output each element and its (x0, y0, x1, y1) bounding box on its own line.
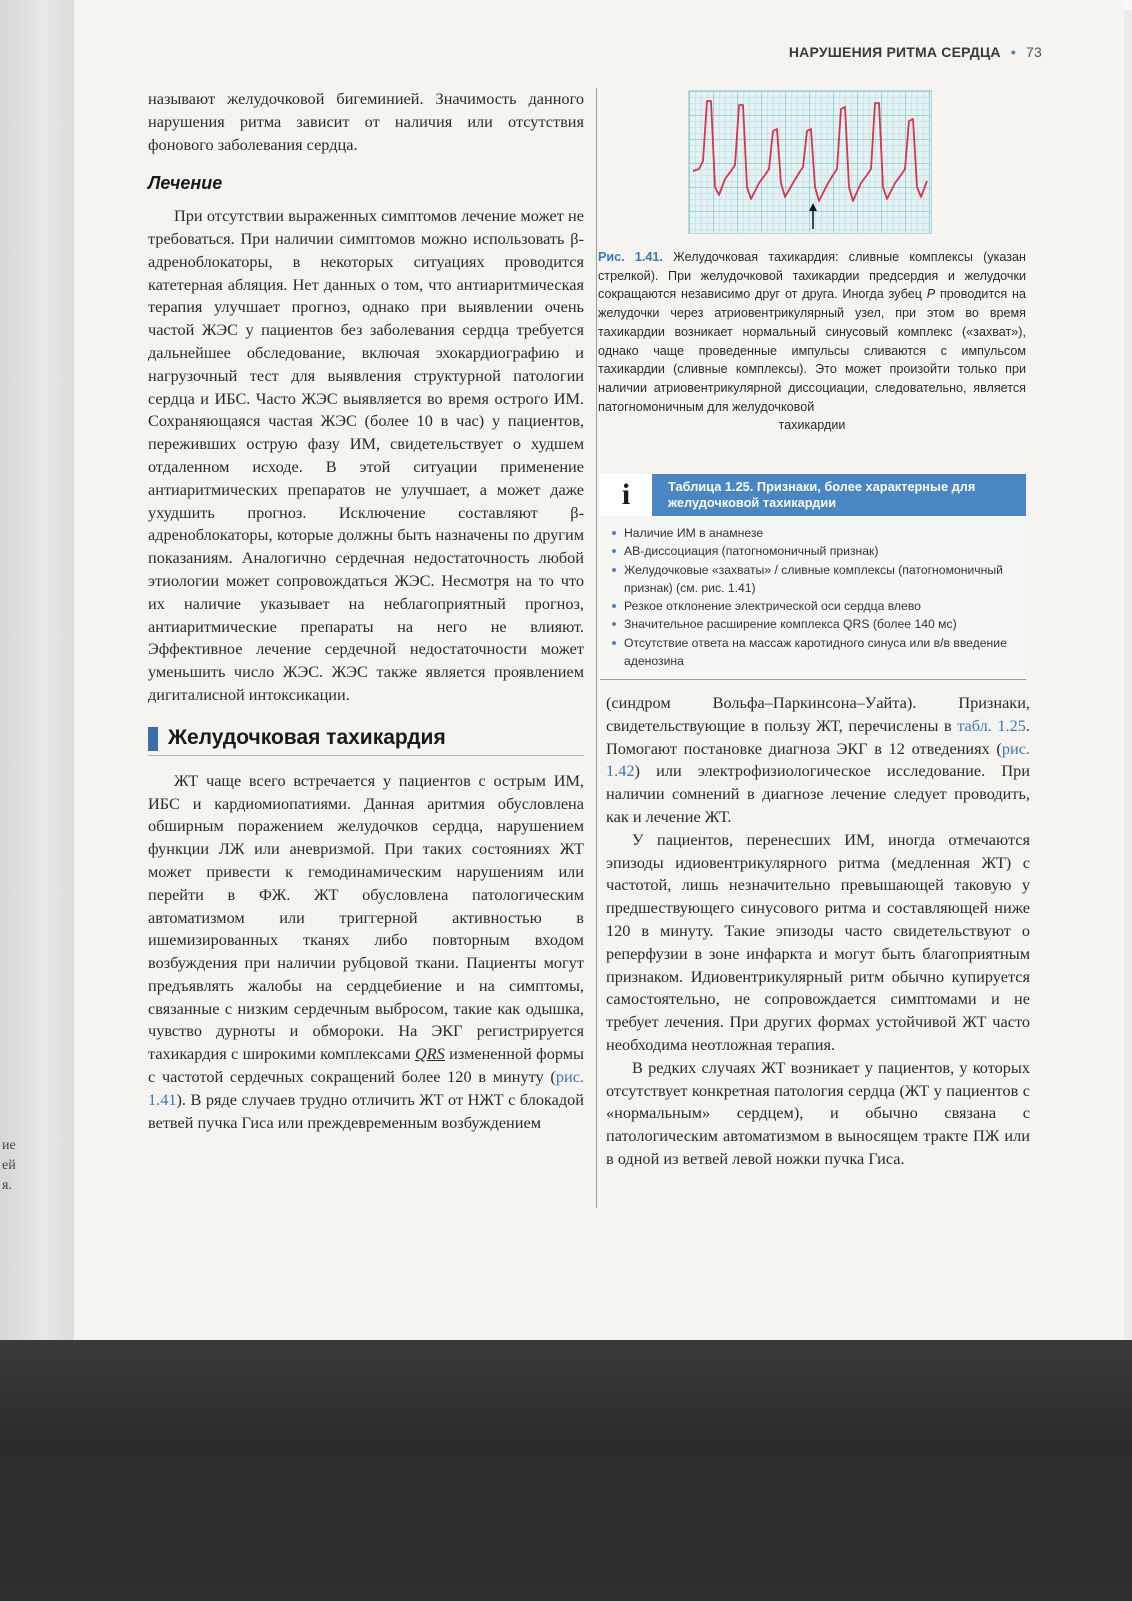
table-title: Таблица 1.25. Признаки, более характерные для желудочковой тахикардии (668, 479, 976, 510)
paragraph (606, 692, 1030, 829)
paragraph: В редких случаях ЖТ возникает у пациентов, у которых отсутствует конкретная патология сердца (ЖТ у пациентов с «нормальным» сердцем), и обычно связана с патологическим автоматизмом в выносящем тракте ПЖ или в одной из ветвей левой ножки пучка Гиса. (606, 1057, 1030, 1168)
running-head (789, 44, 1042, 60)
running-head-title: НАРУШЕНИЯ РИТМА СЕРДЦА (788, 44, 1001, 60)
info-icon: i (600, 474, 656, 516)
list-item: Наличие ИМ в анамнезе (610, 524, 1020, 542)
list-item: Резкое отклонение электрической оси сердца влево (610, 597, 1020, 615)
text-run: измененной формы с частотой сердечных сокращений более 120 в минуту ( (148, 1044, 584, 1087)
list-item: Отсутствие ответа на массаж каротидного синуса или в/в введение аденозина (610, 634, 1020, 671)
table-header (600, 474, 1026, 516)
column-divider (596, 88, 597, 1208)
qrs-term: QRS (414, 1044, 445, 1064)
figure-link[interactable]: рис. 1.42 (606, 738, 1030, 781)
caption-text: проводится на желудочки через атриовентрикулярный узел, при этом во время тахикардии возникает нормальный синусовый комплекс («захват»), однако чаще проведенные импульсы сливаются с импульсом тахикардии (сливные комплексы). Это может произойти только при наличии атриовентрикулярной диссоциации, следовательно, является патогномоничным для желудочковой (598, 287, 1026, 414)
ecg-figure (688, 90, 932, 234)
table-link[interactable]: табл. 1.25 (957, 715, 1026, 735)
text-run: (синдром Вольфа–Паркинсона–Уайта). Признаки, свидетельствующие в пользу ЖТ, перечислены в (606, 693, 1030, 735)
margin-fragment: ие (2, 1138, 16, 1153)
right-column (606, 692, 1030, 1171)
paragraph: называют желудочковой бигеминией. Значимость данного нарушения ритма зависит от наличия или отсутствия фонового заболевания сердца. (148, 89, 584, 154)
scanner-background (0, 1340, 1132, 1601)
left-column (148, 88, 584, 1134)
list-item: Желудочковые «захваты» / сливные комплексы (патогномоничный признак) (см. рис. 1.41) (610, 561, 1020, 598)
ecg-svg (689, 91, 931, 233)
ecg-trace (693, 101, 927, 201)
figure-link[interactable]: рис. 1.41 (148, 1067, 584, 1109)
caption-last-line: тахикардии (778, 418, 846, 433)
text-run: ). В ряде случаев трудно отличить ЖТ от НЖТ с блокадой ветвей пучка Гиса или преждевременным возбуждением (148, 1089, 584, 1132)
text-run: ) или электрофизиологическое исследование. При наличии сомнений в диагнозе лечение следует проводить, как и лечение ЖТ. (606, 761, 1030, 826)
section-marker (148, 727, 158, 751)
subheading-treatment: Лечение (148, 173, 223, 194)
paragraph: При отсутствии выраженных симптомов лечение может не требоваться. При наличии симптомов можно использовать β-адреноблокаторы, в некоторых ситуациях проводится катетерная абляция. Нет данных о том, что антиаритмическая терапия улучшает прогноз, однако при выявлении очень частой ЖЭС у пациентов без заболевания сердца требуется дальнейшее обследование, включая эхокардиографию и нагрузочный тест для выявления структурной патологии сердца и ИБС. Часто ЖЭС выявляется во время острого ИМ. Сохраняющаяся частая ЖЭС (более 10 в час) у пациентов, переживших острую фазу ИМ, свидетельствует о худшем отдаленном исходе. В этой ситуации применение антиаритмических препаратов не улучшает, а может даже ухудшить прогноз. Исключение составляют β-адреноблокаторы, которые должны быть назначены по другим показаниям. Аналогично сердечная недостаточность любой этиологии может сопровождаться ЖЭС. Несмотря на то что их наличие указывает на неблагоприятный прогноз, антиаритмические препараты на него не влияют. Эффективное лечение сердечной недостаточности может уменьшить число ЖЭС. ЖЭС также является проявлением дигиталисной интоксикации. (148, 206, 584, 704)
caption-p-wave: P (926, 287, 936, 302)
paragraph (148, 770, 584, 1135)
figure-caption (598, 248, 1026, 435)
info-table (600, 474, 1026, 680)
list-item: АВ-диссоциация (патогномоничный признак) (610, 542, 1020, 560)
running-head-separator: • (1010, 44, 1016, 60)
arrow-head (809, 203, 817, 211)
section-title: Желудочковая тахикардия (168, 726, 446, 750)
section-heading (148, 727, 584, 756)
table-rule (600, 679, 1026, 680)
text-run: ЖТ чаще всего встречается у пациентов с острым ИМ, ИБС и кардиомиопатиями. Данная аритмия обусловлена обширным поражением желудочков сердца, нарушением функции ЛЖ или аневризмой. При таких состояниях ЖТ может привести к гемодинамическим нарушениям или перейти в ФЖ. ЖТ обусловлена патологическим автоматизмом или триггерной активностью в ишемизированных тканях либо повторным входом возбуждения при наличии рубцовой ткани. Пациенты могут предъявлять жалобы на сердцебиение и на симптомы, связанные с низким сердечным выбросом, такие как одышка, чувство дурноты и обмороки. На ЭКГ регистрируется тахикардия с широкими комплексами (148, 770, 584, 1064)
margin-fragment: я. (2, 1178, 12, 1193)
figure-label: Рис. 1.41. (598, 250, 663, 264)
table-list (610, 524, 1020, 670)
list-item: Значительное расширение комплекса QRS (более 140 мс) (610, 615, 1020, 633)
text-run: . Помогают постановке диагноза ЭКГ в 12 отведениях ( (606, 715, 1030, 758)
caption-text: Желудочковая тахикардия: сливные комплексы (указан стрелкой). При желудочковой тахикардии предсердия и желудочки сокращаются независимо друг от друга. Иногда зубец (598, 250, 1027, 302)
margin-fragment: ей (2, 1158, 16, 1173)
paragraph: У пациентов, перенесших ИМ, иногда отмечаются эпизоды идиовентрикулярного ритма (медленная ЖТ) с частотой, лишь незначительно превышающей таковую у предшествующего синусового ритма и составляющей ниже 120 в минуту. Такие эпизоды часто свидетельствуют о реперфузии в зоне инфаркта и могут быть благоприятным признаком. Идиовентрикулярный ритм обычно купируется самостоятельно, не сопровождается симптомами и не требует лечения. При других формах устойчивой ЖТ часто необходима неотложная терапия. (606, 829, 1030, 1054)
page-number: 73 (1026, 44, 1042, 60)
